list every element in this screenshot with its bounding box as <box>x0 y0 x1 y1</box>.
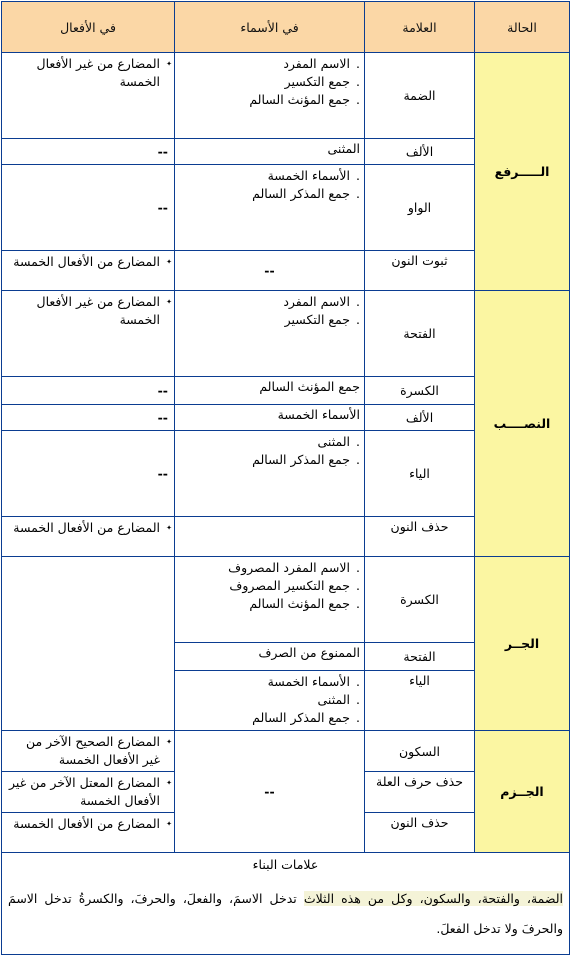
list-item: ✦ المضارع من الأفعال الخمسة <box>6 815 160 833</box>
mark-cell: الفتحة <box>365 643 475 671</box>
header-state: الحالة <box>475 2 570 53</box>
state-raf: الـــــرفع <box>475 53 570 291</box>
list-item: ✦ المضارع من الأفعال الخمسة <box>6 519 160 537</box>
list-item: ✦ المضارع من الأفعال الخمسة <box>6 253 160 271</box>
table-row <box>2 53 570 139</box>
verbs-dash: -- <box>2 139 175 165</box>
nouns-cell <box>175 431 365 517</box>
table-row <box>2 731 570 772</box>
table-row <box>2 291 570 377</box>
nouns-cell <box>175 291 365 377</box>
building-signs-note <box>2 853 570 955</box>
mark-cell: الواو <box>365 165 475 251</box>
list-item: ✦ المضارع المعتل الآخر من غير الأفعال الخمسة <box>6 774 160 810</box>
header-verbs: في الأفعال <box>2 2 175 53</box>
nouns-cell <box>175 671 365 731</box>
verbs-cell <box>2 251 175 291</box>
list-item: . جمع المذكر السالم <box>179 185 350 203</box>
list-item: . جمع المؤنث السالم <box>179 91 350 109</box>
list-item: . جمع التكسير المصروف <box>179 577 350 595</box>
nouns-cell: الأسماء الخمسة <box>175 405 365 431</box>
verbs-cell <box>2 53 175 139</box>
list-item: . المثنى <box>179 433 350 451</box>
mark-cell: الكسرة <box>365 557 475 643</box>
verbs-cell <box>2 772 175 813</box>
list-item: . جمع التكسير <box>179 73 350 91</box>
state-nasb: النصــــب <box>475 291 570 557</box>
list-item: . الاسم المفرد <box>179 293 350 311</box>
mark-cell: الضمة <box>365 53 475 139</box>
list-item: . جمع التكسير <box>179 311 350 329</box>
state-jazm: الجــزم <box>475 731 570 853</box>
footer-text-highlight: الضمة، والفتحة، والسكون، وكل من هذه الثلاث <box>303 891 563 906</box>
list-item: . جمع المذكر السالم <box>179 451 350 469</box>
verbs-cell <box>2 291 175 377</box>
mark-cell: حذف النون <box>365 517 475 557</box>
list-item: ✦ المضارع من غير الأفعال الخمسة <box>6 293 160 329</box>
i3rab-signs-table <box>1 1 570 955</box>
verbs-dash: -- <box>2 377 175 405</box>
nouns-empty <box>175 517 365 557</box>
verbs-cell <box>2 813 175 853</box>
list-item: . جمع المذكر السالم <box>179 709 350 727</box>
list-item: ✦ المضارع الصحيح الآخر من غير الأفعال الخمسة <box>6 733 160 769</box>
table-row <box>2 557 570 643</box>
verbs-cell <box>2 731 175 772</box>
mark-cell: الياء <box>365 431 475 517</box>
nouns-cell <box>175 165 365 251</box>
nouns-dash: -- <box>175 731 365 853</box>
list-item: . الأسماء الخمسة <box>179 673 350 691</box>
nouns-cell <box>175 53 365 139</box>
mark-cell: حذف النون <box>365 813 475 853</box>
nouns-dash: -- <box>175 251 365 291</box>
mark-cell: الألف <box>365 139 475 165</box>
mark-cell: حذف حرف العلة <box>365 772 475 813</box>
nouns-cell: الممنوع من الصرف <box>175 643 365 671</box>
mark-cell: الفتحة <box>365 291 475 377</box>
verbs-dash: -- <box>2 431 175 517</box>
nouns-cell: جمع المؤنث السالم <box>175 377 365 405</box>
header-nouns: في الأسماء <box>175 2 365 53</box>
list-item: ✦ المضارع من غير الأفعال الخمسة <box>6 55 160 91</box>
mark-cell: السكون <box>365 731 475 772</box>
mark-cell: الكسرة <box>365 377 475 405</box>
footer-text <box>8 884 563 944</box>
verbs-cell <box>2 517 175 557</box>
mark-cell: ثبوت النون <box>365 251 475 291</box>
list-item: . الأسماء الخمسة <box>179 167 350 185</box>
list-item: . الاسم المفرد <box>179 55 350 73</box>
header-mark: العلامة <box>365 2 475 53</box>
list-item: . المثنى <box>179 691 350 709</box>
list-item: . الاسم المفرد المصروف <box>179 559 350 577</box>
state-jarr: الجــر <box>475 557 570 731</box>
footer-title: علامات البناء <box>252 857 319 872</box>
nouns-cell <box>175 557 365 643</box>
footer-row <box>2 853 570 955</box>
verbs-empty <box>2 557 175 731</box>
nouns-cell: المثنى <box>175 139 365 165</box>
verbs-dash: -- <box>2 165 175 251</box>
list-item: . جمع المؤنث السالم <box>179 595 350 613</box>
verbs-dash: -- <box>2 405 175 431</box>
header-row <box>2 2 570 53</box>
mark-cell: الياء <box>365 671 475 731</box>
footer-text-rest: تدخل الاسمَ، والفعلَ، والحرفَ، والكسرةُ تدخل الاسمَ والحرفَ ولا تدخل الفعلَ. <box>8 891 563 936</box>
mark-cell: الألف <box>365 405 475 431</box>
